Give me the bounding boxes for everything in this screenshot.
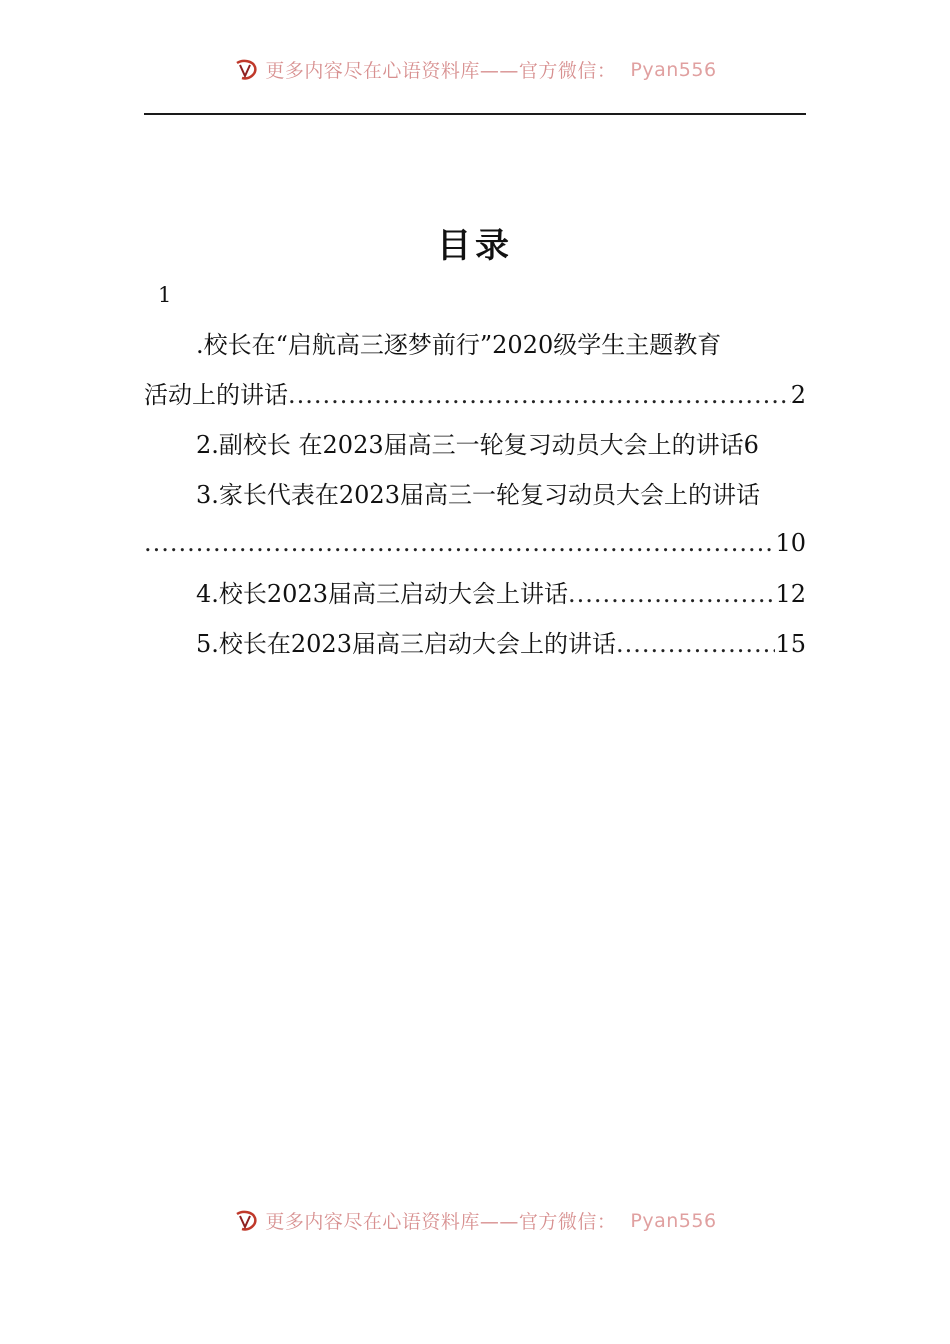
toc-entry-title: 2.副校长 在2023届高三一轮复习动员大会上的讲话 <box>196 431 744 459</box>
toc-entry-number: 1 <box>158 283 172 307</box>
toc-page-number: 6 <box>743 431 759 459</box>
header-divider <box>144 113 806 115</box>
watermark-text: 更多内容尽在心语资料库——官方微信： <box>265 60 617 82</box>
toc-entry-1-line1[interactable] <box>144 328 806 362</box>
toc-entry-title: 活动上的讲话 <box>144 381 288 409</box>
brand-logo-icon <box>233 1208 259 1234</box>
brand-logo-icon <box>233 57 259 83</box>
footer-watermark <box>0 1207 950 1234</box>
toc-entry-3-line2[interactable] <box>144 526 806 560</box>
toc-leader-dots <box>144 526 775 560</box>
toc-entry-title: .校长在“启航高三逐梦前行”2020级学生主题教育 <box>196 331 722 359</box>
toc-entry-1-line2[interactable] <box>144 378 806 412</box>
toc-leader-dots <box>568 577 775 611</box>
toc-page-number: 15 <box>775 630 806 658</box>
toc-page-number: 2 <box>790 381 806 409</box>
toc-leader-dots <box>616 627 775 661</box>
watermark-wechat-id: Pyan556 <box>630 58 717 81</box>
toc-entry-title: 5.校长在2023届高三启动大会上的讲话 <box>196 630 616 658</box>
toc-entry-5[interactable] <box>144 627 806 661</box>
toc-entry-title: 4.校长2023届高三启动大会上讲话 <box>196 580 568 608</box>
watermark-text: 更多内容尽在心语资料库——官方微信： <box>265 1211 617 1233</box>
toc-page-number: 10 <box>775 529 806 557</box>
toc-page-number: 12 <box>775 580 806 608</box>
header-watermark <box>0 56 950 83</box>
toc-entry-3-line1[interactable] <box>144 478 806 512</box>
toc-entry-title: 3.家长代表在2023届高三一轮复习动员大会上的讲话 <box>196 481 760 509</box>
toc-entry-2[interactable] <box>144 428 806 462</box>
toc-leader-dots <box>288 378 791 412</box>
page-title: 目录 <box>437 226 513 266</box>
watermark-wechat-id: Pyan556 <box>630 1209 717 1232</box>
toc-entry-4[interactable] <box>144 577 806 611</box>
